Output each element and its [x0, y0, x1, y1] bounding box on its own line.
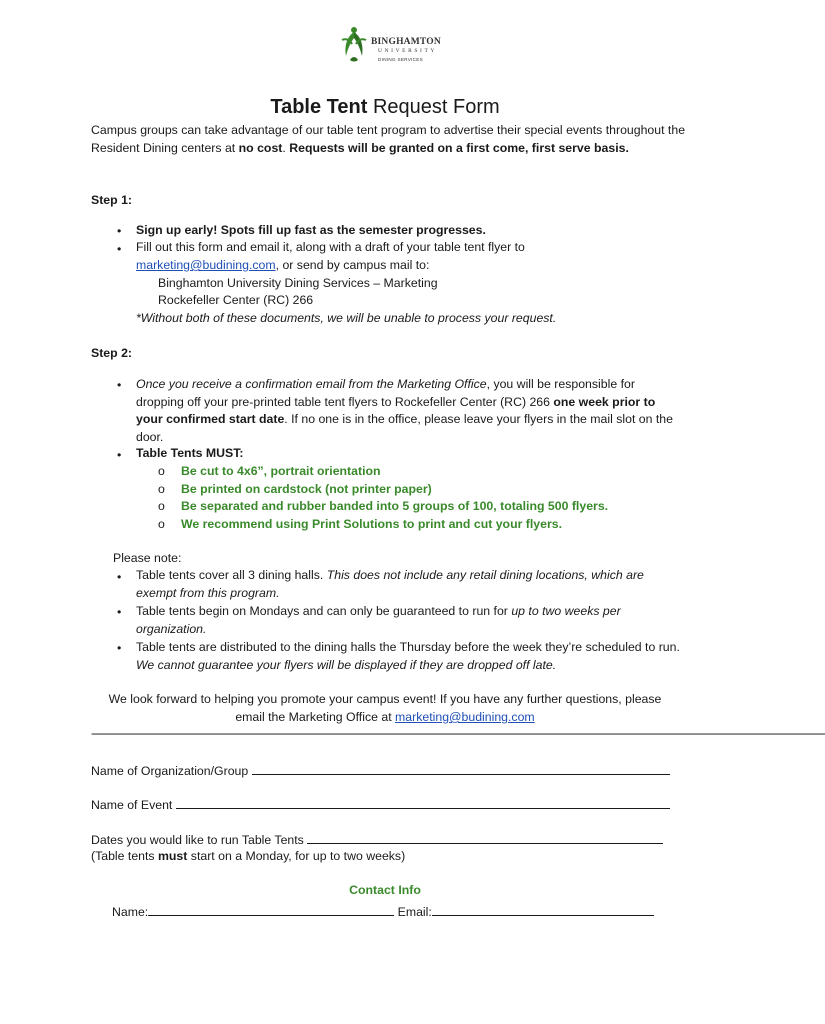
closing-line-2 — [0, 709, 770, 727]
title-rest: Request Form — [367, 96, 500, 118]
email-input-line[interactable] — [432, 904, 654, 916]
org-field — [91, 763, 670, 778]
address-line-1: Binghamton University Dining Services – Marketing — [158, 276, 438, 290]
campus-mail-text: , or send by campus mail to: — [275, 258, 430, 272]
intro-no-cost: no cost — [238, 140, 283, 155]
bullet-icon: • — [117, 224, 122, 238]
note-3-italic: We cannot guarantee your flyers will be displayed if they are dropped off late. — [136, 657, 557, 672]
table-tents-must: Table Tents MUST: — [136, 446, 244, 460]
step2-bullet-1 — [136, 376, 681, 446]
intro-sep: . — [282, 140, 290, 155]
logo-line-3: DINING SERVICES — [378, 57, 424, 62]
dates-label: Dates you would like to run Table Tents — [91, 833, 308, 847]
intro-text: Campus groups can take advantage of our table tent program to advertise their special events throughout the Resident Dining centers at — [91, 123, 686, 155]
marketing-email-link[interactable]: marketing@budining.com — [136, 258, 276, 272]
bullet-icon: • — [117, 448, 122, 462]
sub-bullet-icon: o — [158, 517, 165, 531]
cut-line-divider: ------------------------------------------------------------------------------------------------------------------------------------------------------------------------------------------------------------------------------------------------------------------------------------------------------ — [91, 726, 825, 740]
bullet-icon: • — [117, 570, 122, 584]
must-item-2: Be printed on cardstock (not printer paper) — [181, 482, 432, 496]
name-input-line[interactable] — [148, 904, 394, 916]
page-title — [0, 96, 770, 119]
event-label: Name of Event — [91, 798, 176, 812]
note-1-italic: This does not include any retail dining locations, which are exempt from this program. — [136, 568, 644, 600]
note-3-text: Table tents are distributed to the dining halls the Thursday before the week they’re scheduled to run. — [136, 640, 680, 654]
dates-field — [91, 832, 663, 847]
note-item-2 — [136, 603, 676, 638]
org-input-line[interactable] — [252, 763, 670, 775]
note-2-text: Table tents begin on Mondays and can only be guaranteed to run for — [136, 604, 512, 618]
step1-bullet-2-cont — [136, 257, 429, 275]
dates-note-c: start on a Monday, for up to two weeks) — [187, 849, 406, 863]
dates-note-a: (Table tents — [91, 849, 158, 863]
contact-info-heading: Contact Info — [349, 883, 421, 897]
event-field — [91, 797, 670, 812]
sub-bullet-icon: o — [158, 464, 165, 478]
step1-bullet-2: Fill out this form and email it, along with a draft of your table tent flyer to — [136, 240, 525, 254]
note-2-italic: up to two weeks per organization. — [136, 604, 621, 636]
sub-bullet-icon: o — [158, 482, 165, 496]
one-week-prior: one week prior to your confirmed start date — [136, 394, 656, 426]
closing-text: email the Marketing Office at — [235, 710, 396, 724]
logo-line-1: BINGHAMTON — [371, 37, 441, 47]
title-bold: Table Tent — [270, 96, 368, 118]
intro-first-come: Requests will be granted on a first come, first serve basis. — [289, 140, 629, 155]
intro-paragraph — [91, 122, 691, 157]
step1-bullet-1: Sign up early! Spots fill up fast as the semester progresses. — [136, 223, 486, 237]
dropoff-text: , you will be responsible for dropping off your pre-printed table tent flyers to Rockefeller Center (RC) 266 — [136, 377, 635, 409]
logo-line-2: UNIVERSITY — [378, 48, 437, 54]
dates-note — [91, 848, 405, 866]
bullet-icon: • — [117, 605, 122, 619]
bullet-icon: • — [117, 641, 122, 655]
name-label: Name: — [112, 905, 149, 919]
note-item-1 — [136, 567, 676, 602]
bullet-icon: • — [117, 242, 122, 256]
step1-heading: Step 1: — [91, 193, 132, 207]
event-input-line[interactable] — [176, 797, 670, 809]
dates-note-must: must — [157, 849, 188, 863]
please-note-heading: Please note: — [113, 551, 182, 565]
note-1-text: Table tents cover all 3 dining halls. — [136, 568, 327, 582]
documents-note: *Without both of these documents, we will be unable to process your request. — [136, 311, 557, 325]
email-label: Email: — [397, 905, 432, 919]
step2-heading: Step 2: — [91, 346, 132, 360]
sub-bullet-icon: o — [158, 499, 165, 513]
leaf-figure-icon — [338, 26, 370, 66]
closing-email-link[interactable]: marketing@budining.com — [395, 710, 535, 724]
dates-input-line[interactable] — [307, 832, 663, 844]
address-line-2: Rockefeller Center (RC) 266 — [158, 293, 314, 307]
confirmation-italic: Once you receive a confirmation email from the Marketing Office — [136, 377, 487, 391]
must-item-3: Be separated and rubber banded into 5 groups of 100, totaling 500 flyers. — [181, 499, 609, 513]
closing-line-1: We look forward to helping you promote your campus event! If you have any further questions, please — [108, 692, 662, 706]
bullet-icon: • — [117, 378, 122, 392]
contact-fields — [112, 904, 654, 919]
org-label: Name of Organization/Group — [91, 764, 252, 778]
must-item-1: Be cut to 4x6”, portrait orientation — [181, 464, 381, 478]
binghamton-dining-logo — [338, 26, 448, 66]
must-item-4: We recommend using Print Solutions to print and cut your flyers. — [181, 517, 563, 531]
note-item-3 — [136, 639, 681, 674]
mail-slot-text: . If no one is in the office, please leave your flyers in the mail slot on the door. — [136, 412, 673, 444]
